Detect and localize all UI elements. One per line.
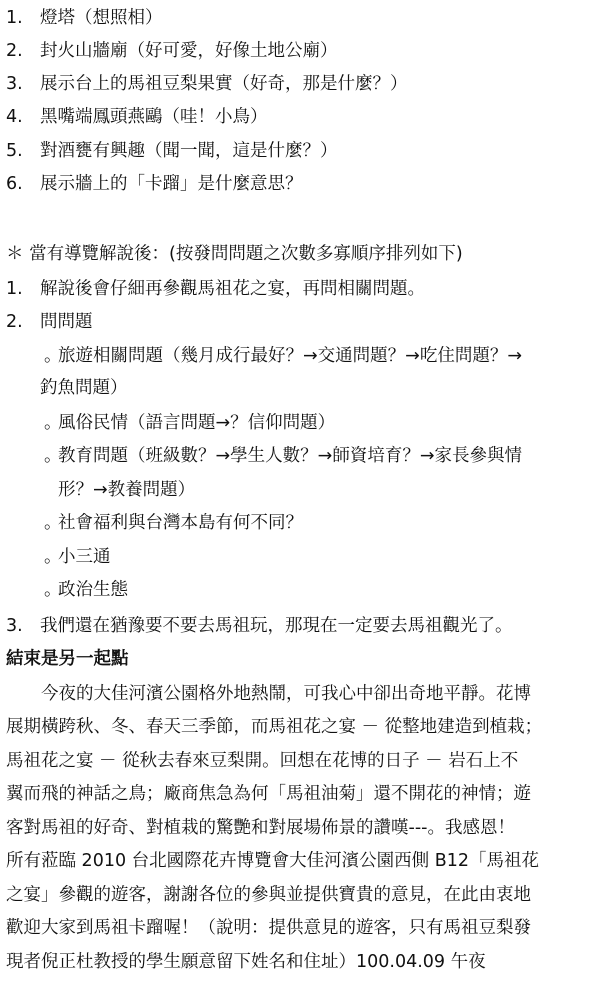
section-title: ＊ 當有導覽解說後：(按發問問題之次數多寡順序排列如下) [6, 244, 463, 264]
list-text: 封火山牆廟（好可愛，好像土地公廟） [40, 41, 338, 61]
list-number: 2. [6, 41, 23, 61]
sub-bullet: 。 [44, 547, 62, 567]
list-text: 展示牆上的「卡蹓」是什麼意思？ [40, 174, 303, 194]
list-number: 4. [6, 107, 23, 127]
list-number: 5. [6, 141, 23, 161]
list-text: 問問題 [40, 312, 93, 332]
sub-text: 旅遊相關問題（幾月成行最好？→交通問題？→吃住問題？→ [58, 346, 522, 366]
sub-bullet: 。 [44, 446, 62, 466]
list-number: 6. [6, 174, 23, 194]
paragraph-line: 歡迎大家到馬祖卡蹓喔！（說明：提供意見的遊客，只有馬祖豆梨發 [6, 918, 531, 938]
paragraph-line: 翼而飛的神話之鳥；廠商焦急為何「馬祖油菊」還不開花的神情；遊 [6, 784, 531, 804]
paragraph-line: 展期橫跨秋、冬、春天三季節，而馬祖花之宴 － 從整地建造到植栽； [6, 717, 543, 737]
sub-text: 社會福利與台灣本島有何不同？ [58, 513, 303, 533]
paragraph-line: 所有蒞臨 2010 台北國際花卉博覽會大佳河濱公園西側 B12「馬祖花 [6, 851, 539, 871]
sub-bullet: 。 [44, 513, 62, 533]
sub-text: 形？→教養問題） [58, 480, 196, 500]
list-number: 3. [6, 616, 23, 636]
sub-text: 政治生態 [58, 580, 128, 600]
sub-text: 教育問題（班級數？→學生人數？→師資培育？→家長參與情 [58, 446, 522, 466]
list-text: 我們還在猶豫要不要去馬祖玩，那現在一定要去馬祖觀光了。 [40, 616, 513, 636]
list-text: 燈塔（想照相） [40, 8, 163, 28]
list-text: 展示台上的馬祖豆梨果實（好奇，那是什麼？） [40, 74, 408, 94]
sub-bullet: 。 [44, 580, 62, 600]
list-number: 3. [6, 74, 23, 94]
sub-text: 釣魚問題） [40, 378, 128, 398]
list-text: 解說後會仔細再參觀馬祖花之宴，再問相關問題。 [40, 279, 425, 299]
list-number: 2. [6, 312, 23, 332]
paragraph-line: 現者倪正杜教授的學生願意留下姓名和住址）100.04.09 午夜 [6, 952, 486, 972]
paragraph-line: 馬祖花之宴 － 從秋去春來豆梨開。回想在花博的日子 － 岩石上不 [6, 751, 519, 771]
paragraph-line: 客對馬祖的好奇、對植栽的驚艷和對展場佈景的讚嘆---。我感恩！ [6, 818, 515, 838]
sub-text: 風俗民情（語言問題→？信仰問題） [58, 413, 336, 433]
list-number: 1. [6, 8, 23, 28]
paragraph-line: 之宴」參觀的遊客，謝謝各位的參與並提供寶貴的意見，在此由衷地 [6, 885, 531, 905]
sub-bullet: 。 [44, 346, 62, 366]
list-text: 黑嘴端鳳頭燕鷗（哇！小鳥） [40, 107, 268, 127]
list-number: 1. [6, 279, 23, 299]
section-heading: 結束是另一起點 [6, 649, 129, 669]
list-text: 對酒甕有興趣（聞一聞，這是什麼？） [40, 141, 338, 161]
sub-bullet: 。 [44, 413, 62, 433]
paragraph-line: 今夜的大佳河濱公園格外地熱鬧，可我心中卻出奇地平靜。花博 [6, 684, 531, 704]
sub-text: 小三通 [58, 547, 111, 567]
